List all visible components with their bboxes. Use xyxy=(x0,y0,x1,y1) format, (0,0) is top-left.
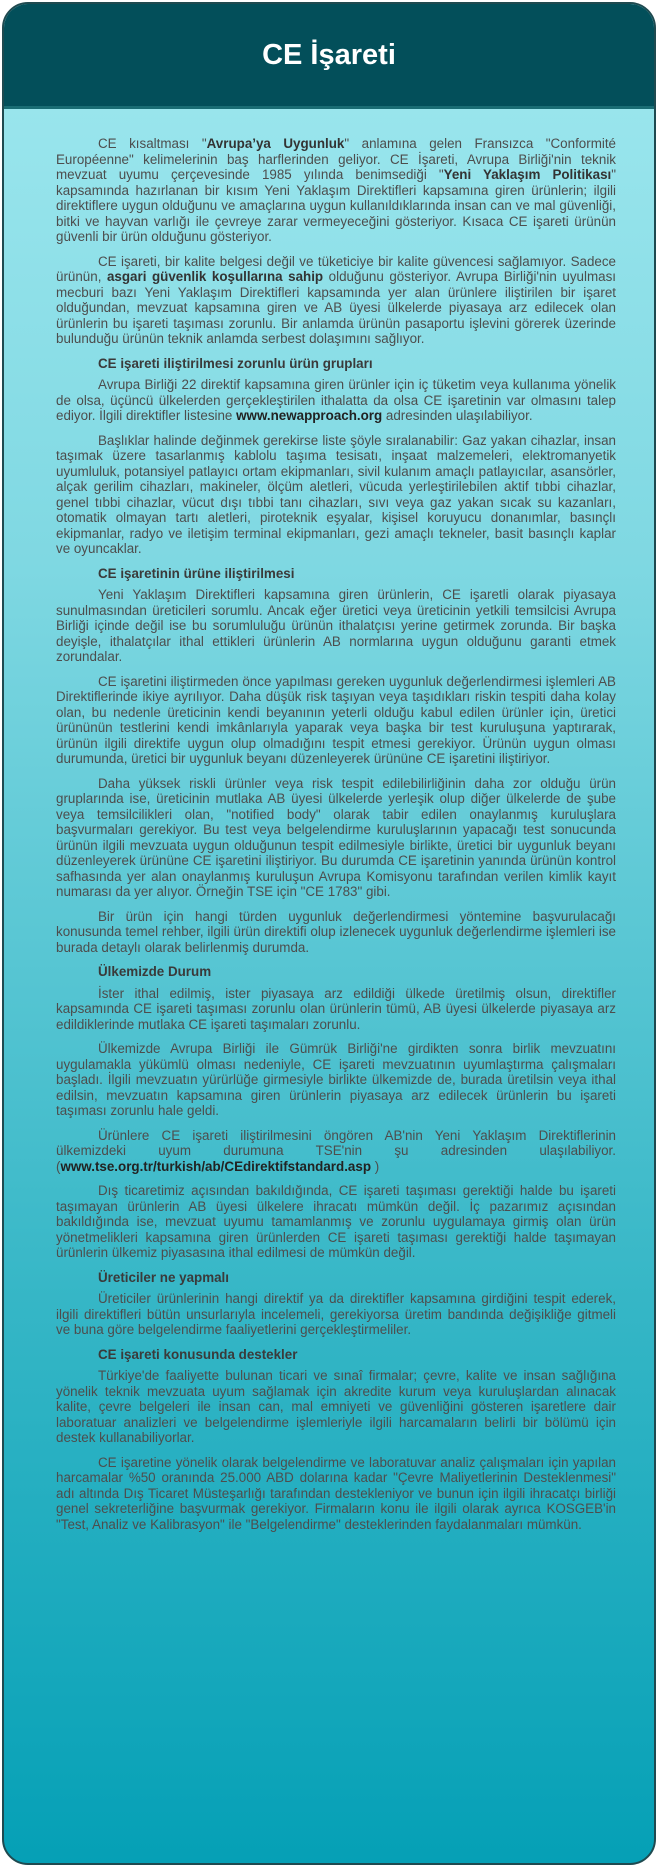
text: ) xyxy=(371,1158,380,1174)
text: " anlamına gelen Fransızca "Conformité Européenne" kelimelerinin baş harflerinden geliyor. CE İşareti, Avrupa Birliği'nin teknik mevzuat uyumu çerçevesinde 1985 yılında benimsediği " xyxy=(56,136,617,182)
paragraph-tse xyxy=(56,1128,616,1175)
section-heading-affixing: CE işaretinin ürüne iliştirilmesi xyxy=(98,565,295,581)
text: " kapsamında hazırlanan bir kısım Yeni Yaklaşım Direktifleri kapsamına giren ürünlerin; ilgili direktiflere uygun olduğunu ve amaçlarına uygun kullanıldıklarında insan can ve mal güvenliği, bitki ve hayvan varlığı ile çevreye zarar vermeyeceğini gösteriyor. Kısaca CE işareti ürünün güvenli bir ürün olduğunu gösteriyor. xyxy=(56,167,617,244)
paragraph-support: Türkiye'de faaliyette bulunan ticari ve sınaî firmalar; çevre, kalite ve insan sağlığına yönelik teknik mevzuata uyum sağlamak için akredite kurum veya kuruluşlardan alınacak kalite, çevre belgeleri ile insan can, mal emniyeti ve güvenliğini gösteren işaretlere dair laboratuar analizleri ve belgelendirme işlemleriyle ilgili harcamaların belirli bir bölümü için destek kullanabiliyorlar. xyxy=(56,1368,616,1445)
header-bar xyxy=(4,4,654,109)
paragraph-producers: Üreticiler ürünlerinin hangi direktif ya da direktifler kapsamına girdiğini tespit ederek, ilgili direktifleri bütün unsurlarıyla incelemeli, gerekiyorsa üretim bandında değişikliğe gitmeli ve buna göre belgelendirme faaliyetlerini gerçekleştirmeliler. xyxy=(56,1291,616,1337)
section-heading-support: CE işareti konusunda destekler xyxy=(98,1346,298,1362)
newapproach-link[interactable]: www.newapproach.org xyxy=(236,408,383,423)
text: CE işareti, bir kalite belgesi değil ve tüketiciye bir kalite güvencesi sağlamıyor. Sadece ürünün, xyxy=(56,253,616,284)
page-title: CE İşareti xyxy=(262,38,396,71)
paragraph-costs: CE işaretine yönelik olarak belgelendirme ve laboratuvar analiz çalışmaları için yapılan harcamalar %50 oranında 25.000 ABD dolarına kadar "Çevre Maliyetlerinin Desteklenmesi" adı altında Dış Ticaret Müsteşarlığı tarafından destekleniyor ve bunun için ilgili ihracatçı birliği genel sekreterliğine başvurmak gerekiyor. Firmaların konu ile ilgili olarak ayrıca KOSGEB'in "Test, Analiz ve Kalibrasyon" ile "Belgelendirme" desteklerinden faydalanmaları mümkün. xyxy=(56,1454,616,1532)
text: Avrupa Birliği 22 direktif kapsamına giren ürünler için iç tüketim veya kullanıma yönelik de olsa, üçüncü ülkelerden gerçekleştirilen ithalatta da olsa CE işaretinin var olmasını talep ediyor. İlgili direktifler listesine xyxy=(56,377,616,423)
paragraph-directives xyxy=(56,377,616,424)
paragraph-customs-union: Ülkemizde Avrupa Birliği ile Gümrük Birliği'ne girdikten sonra birlik mevzuatını uygulamakla yükümlü olması nedeniyle, CE işareti mevzuatının uyumlaştırma çalışmaları başladı. İlgili mevzuatın yürürlüğe girmesiyle birlikte ülkemizde de, burada üretilsin veya ithal edilsin, mevzuatın kapsamına giren ürünlerin piyasaya arz edilecek ürünlerin bu işareti taşıması zorunlu hale geldi. xyxy=(56,1041,616,1118)
article-body xyxy=(4,109,654,1532)
paragraph-intro xyxy=(56,136,616,245)
bold-term: Avrupa’ya Uygunluk xyxy=(206,136,345,151)
paragraph-quality xyxy=(56,254,616,347)
tse-link[interactable]: www.tse.org.tr/turkish/ab/CEdirektifstandard.asp xyxy=(60,1158,371,1174)
section-heading-producers: Üreticiler ne yapmalı xyxy=(98,1269,229,1285)
section-heading-mandatory-groups: CE işareti iliştirilmesi zorunlu ürün grupları xyxy=(98,355,373,371)
paragraph-conformity: CE işaretini iliştirmeden önce yapılması gereken uygunluk değerlendirmesi işlemleri AB Direktiflerinde ikiye ayrılıyor. Daha düşük risk taşıyan veya taşıdıkları riskin tespiti daha kolay olan, bu nedenle üreticinin kendi beyanının yeterli olduğu kabul edilen ürünler için, üretici ürününün testlerini kendi imkânlarıyla yaparak veya başka bir test kuruluşuna yaptırarak, ürünün ilgili direktife uygun olup olmadığını tespit etmesi gerekiyor. Ürünün uygun olması durumunda, üretici bir uygunluk beyanı düzenleyerek ürününe CE işaretini iliştiriyor. xyxy=(56,673,616,766)
paragraph-market: İster ithal edilmiş, ister piyasaya arz edildiği ülkede üretilmiş olsun, direktifler kapsamında CE işareti taşıması zorunlu olan ürünlerin tümü, AB üyesi ülkelerde piyasaya arz edildiklerinde mutlaka CE işareti taşımaları zorunlu. xyxy=(56,985,616,1032)
bold-term: asgari güvenlik koşullarına sahip xyxy=(106,269,324,284)
paragraph-notified-body: Daha yüksek riskli ürünler veya risk tespit edilebilirliğinin daha zor olduğu ürün gruplarında ise, üreticinin mutlaka AB üyesi ülkelerde yerleşik olup diğer ülkelerde de şube veya temsilcilikleri olan, "notified body" olarak tabir edilen onaylanmış kuruluşlara başvurmaları gerekiyor. Bu test veya belgelendirme kuruluşlarının yapacağı test sonucunda ürünün ilgili mevzuata uygun olduğunun tespit edilmesiyle birlikte, üretici bir uygunluk beyanı düzenleyerek ürününe CE işaretini iliştiriyor. Bu durumda CE işaretinin yanında ürünün kontrol safhasında yer alan onaylanmış kuruluşun Avrupa Komisyonu tarafından verilen kimlik kayıt numarası da yer alıyor. Örneğin TSE için "CE 1783" gibi. xyxy=(56,775,616,899)
text: Ürünlere CE işareti iliştirilmesini öngören AB'nin Yeni Yaklaşım Direktiflerinin ülkemizdeki uyum durumuna TSE'nin şu adresinden ulaşılabiliyor. ( xyxy=(56,1127,616,1174)
paragraph-guide: Bir ürün için hangi türden uygunluk değerlendirmesi yöntemine başvurulacağı konusunda temel rehber, ilgili ürün direktifi olup izlenecek uygunluk değerlendirme işlemleri ise burada detaylı olarak belirlenmiş durumda. xyxy=(56,908,616,955)
paragraph-product-list: Başlıklar halinde değinmek gerekirse liste şöyle sıralanabilir: Gaz yakan cihazlar, insan taşımak üzere tasarlanmış kablolu taşıma tesisatı, inşaat malzemeleri, elektromanyetik uyumluluk, potansiyel patlayıcı ortam ekipmanları, sivil kulanım amaçlı patlayıcılar, asansörler, alçak gerilim cihazları, makineler, ölçüm aletleri, vücuda yerleştirilebilen aktif tıbbi cihazlar, genel tıbbi cihazlar, vücut dışı tıbbi tanı cihazları, sıvı veya gaz yakan sıcak su kazanları, otomatik olmayan tartı aletleri, piroteknik eşyalar, kişisel koruyucu donanımlar, basınçlı ekipmanlar, radyo ve iletişim terminal ekipmanları, gezi amaçlı tekneler, basit basınçlı kaplar ve oyuncaklar. xyxy=(56,432,616,556)
paragraph-foreign-trade: Dış ticaretimiz açısından bakıldığında, CE işareti taşıması gerektiği halde bu işareti taşımayan ürünlerin AB üyesi ülkelere ihracatı mümkün değil. İç pazarımız açısından bakıldığında ise, mevzuat uyumu tamamlanmış ve zorunlu uygulamaya girmiş olan ürün yönetmelikleri kapsamına giren ürünlerden CE işareti taşıması gerektiği halde taşımayan ürünlerin ülkemiz piyasasına ithal edilmesi de mümkün değil. xyxy=(56,1183,616,1260)
article-panel xyxy=(2,2,656,1865)
section-heading-country-status: Ülkemizde Durum xyxy=(98,964,212,979)
text: adresinden ulaşılabiliyor. xyxy=(382,408,533,423)
text: CE kısaltması " xyxy=(98,136,207,151)
paragraph-responsibility: Yeni Yaklaşım Direktifleri kapsamına giren ürünlerin, CE işaretli olarak piyasaya sunulmasından üreticileri sorumlu. Ancak eğer üretici veya üreticinin yetkili temsilcisi Avrupa Birliği içinde değil ise bu sorumluluğu ürünün ithalatçısı yerine getirmek zorunda. Bir başka deyişle, ithalatçılar ithal ettikleri ürünlerin AB normlarına uygun olduğunu garanti etmek zorundalar. xyxy=(56,587,616,664)
bold-term: Yeni Yaklaşım Politikası xyxy=(443,167,612,182)
text: olduğunu gösteriyor. Avrupa Birliği'nin uyulması mecburi bazı Yeni Yaklaşım Direktifleri kapsamında yer alan ürünlere iliştirilen bir işaret olduğundan, mevzuat kapsamına giren ve AB üyesi ülkelerde piyasaya arz edilecek olan ürünlerin bu işareti taşıması zorunlu. Bir anlamda ürünün pasaportu işlevini görerek üzerinde bulunduğu ürünün teknik anlamda serbest dolaşımını sağlıyor. xyxy=(56,269,617,346)
